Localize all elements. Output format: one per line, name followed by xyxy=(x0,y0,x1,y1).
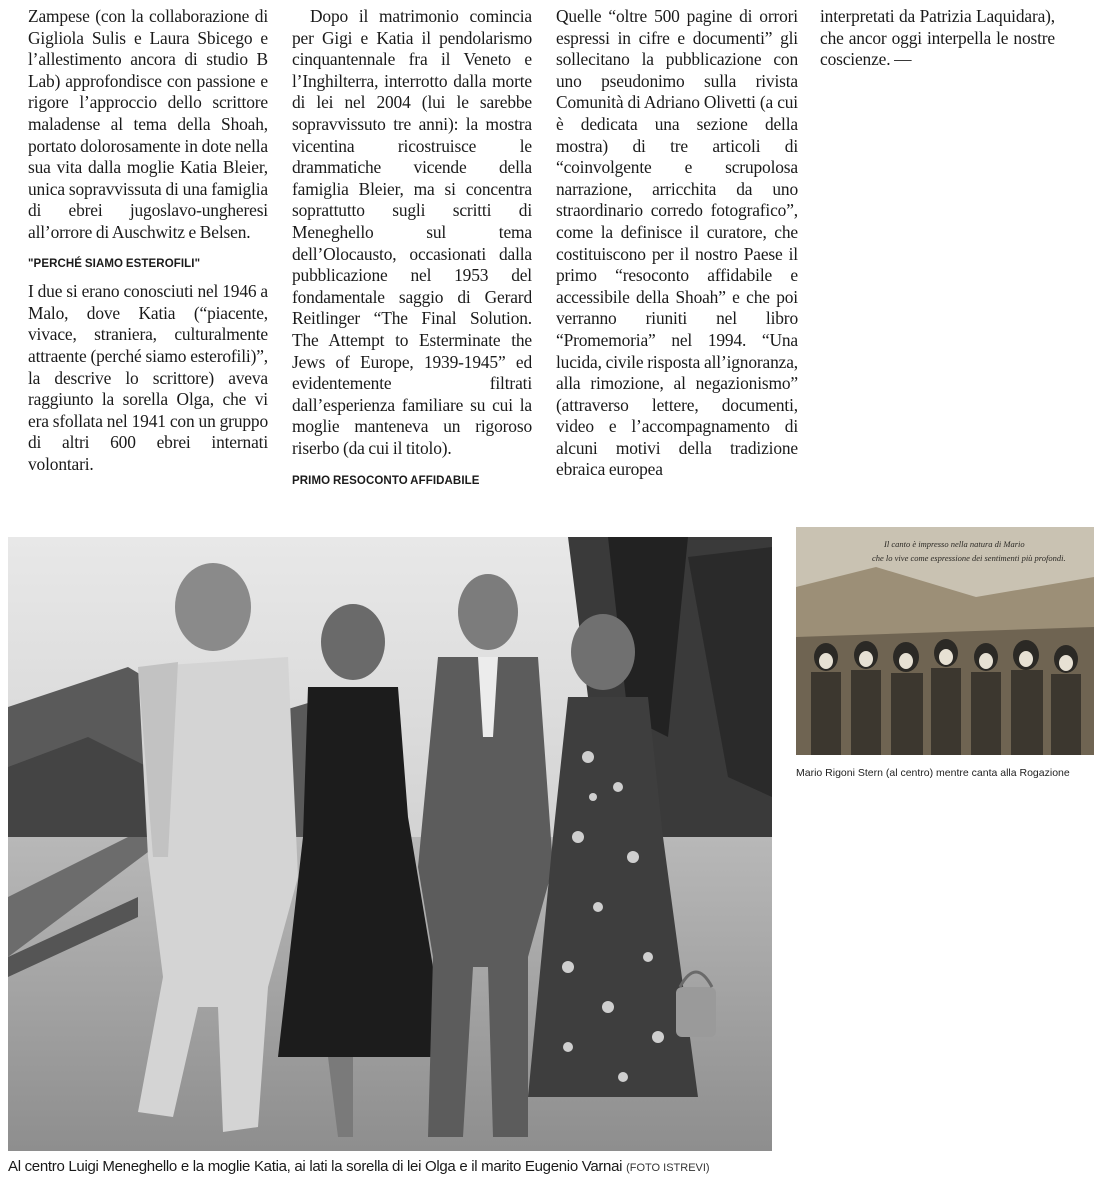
photo-credit: (FOTO ISTREVI) xyxy=(626,1162,710,1174)
article-paragraph: Zampese (con la collaborazione di Gigliola Sulis e Laura Sbicego e l’allestimento ancora di studio B Lab) approfondisce con passione e rigore l’approccio dello scrittore maladense al tema della Shoah, portato dolorosamente in dote nella sua vita dalla moglie Katia Bleier, unica sopravvissuta di una famiglia di ebrei jugoslavo-ungheresi all’orrore di Auschwitz e Belsen. xyxy=(28,6,268,242)
article-paragraph: interpretati da Patrizia Laquidara), che ancor oggi interpella le nostre coscienze. — xyxy=(820,6,1055,70)
main-photo xyxy=(8,537,772,1151)
article-paragraph: Quelle “oltre 500 pagine di orrori espressi in cifre e documenti” gli sollecitano la pubblicazione con uno pseudonimo sulla rivista Comunità di Adriano Olivetti (a cui è dedicata una sezione della mostra) di tre articoli di “coinvolgente e scrupolosa narrazione, arricchita da uno straordinario corredo fotografico”, come la definisce il curatore, che costituiscono per il nostro Paese il primo “resoconto affidabile e accessibile della Shoah” e che poi verranno riuniti nel libro “Promemoria” nel 1994. “Una lucida, civile risposta all’ignoranza, alla rimozione, al negazionismo” (attraverso lettere, documenti, video e l’accompagnamento di alcuni motivi della tradizione ebraica europea xyxy=(556,6,798,480)
article-column-2 xyxy=(292,6,532,499)
article-paragraph: Dopo il matrimonio comincia per Gigi e Katia il pendolarismo cinquantennale fra il Veneto e l’Inghilterra, interrotto dalla morte di lei nel 2004 (lui le sarebbe sopravvissuto tre anni): la mostra vicentina ricostruisce le drammatiche vicende della famiglia Bleier, ma si concentra soprattutto sugli scritti di Meneghello sul tema dell’Olocausto, occasionati dalla pubblicazione nel 1953 del fondamentale saggio di Gerard Reitlinger “The Final Solution. The Attempt to Esterminate the Jews of Europe, 1939-1945” ed evidentemente filtrati dall’esperienza familiare su cui la moglie manteneva un rigoroso riserbo (da cui il titolo). xyxy=(292,6,532,458)
main-photo-image xyxy=(8,537,772,1151)
article-column-3 xyxy=(556,6,798,481)
section-subhead: "PERCHÉ SIAMO ESTEROFILI" xyxy=(28,257,201,270)
side-photo-inset-line-2: che lo vive come espressione dei sentimenti più profondi. xyxy=(872,553,1066,563)
side-photo-caption: Mario Rigoni Stern (al centro) mentre canta alla Rogazione xyxy=(796,767,1070,779)
side-photo-image xyxy=(796,527,1094,755)
main-photo-caption-text: Al centro Luigi Meneghello e la moglie Katia, ai lati la sorella di lei Olga e il marito Eugenio Varnai xyxy=(8,1158,623,1175)
section-subhead: PRIMO RESOCONTO AFFIDABILE xyxy=(292,475,480,488)
article-column-4 xyxy=(820,6,1055,71)
article-paragraph: I due si erano conosciuti nel 1946 a Malo, dove Katia (“piacente, vivace, straniera, culturalmente attraente (perché siamo esterofili)”, la descrive lo scrittore) aveva raggiunto la sorella Olga, che vi era sfollata nel 1941 con un gruppo di altri 600 ebrei internati volontari. xyxy=(28,281,268,474)
side-photo-inset-line-1: Il canto è impresso nella natura di Mario xyxy=(884,539,1025,549)
main-photo-caption xyxy=(8,1158,808,1175)
article-column-1 xyxy=(28,6,268,475)
side-photo xyxy=(796,527,1094,755)
